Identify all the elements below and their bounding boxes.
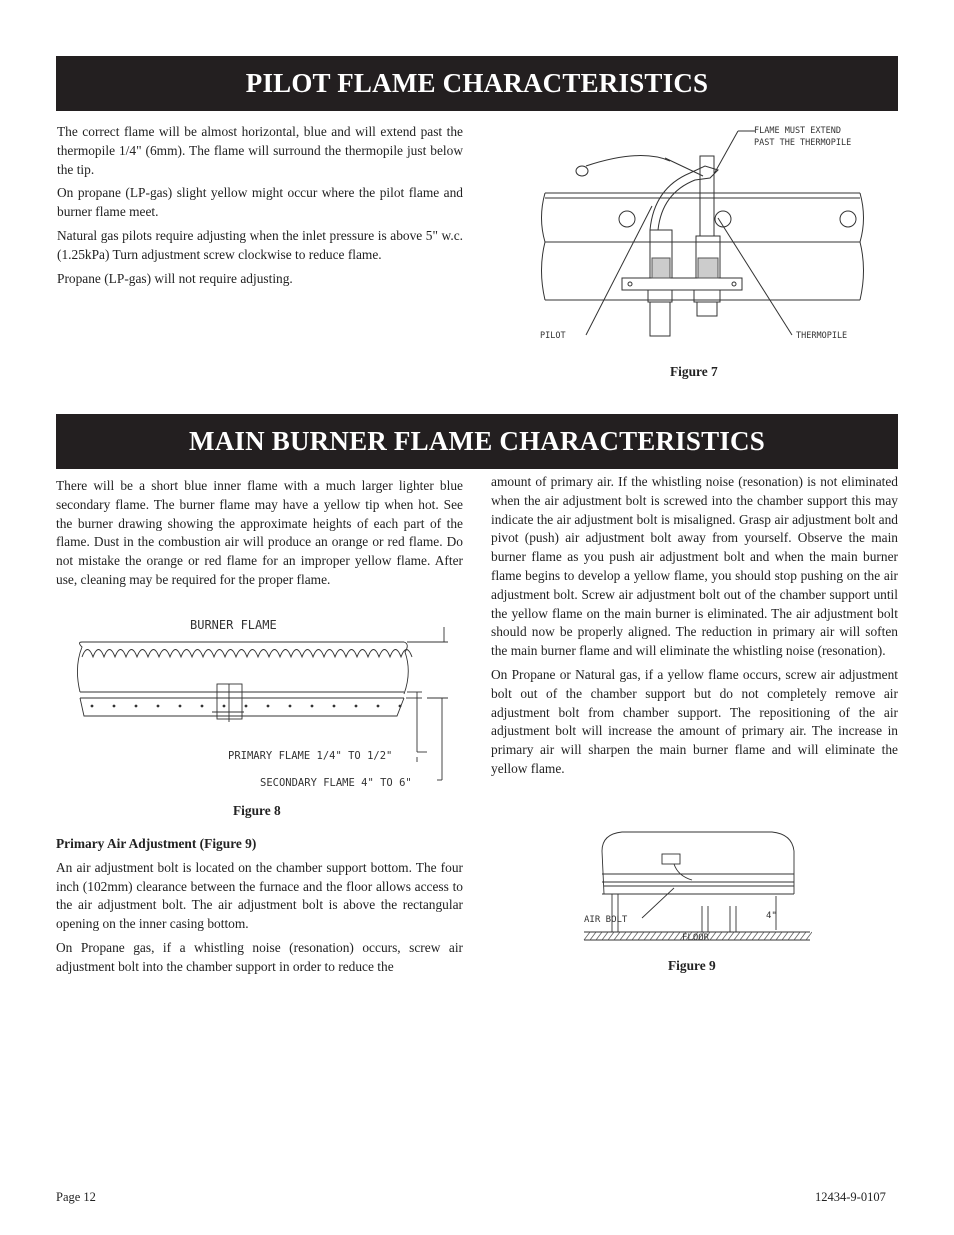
page-number: Page 12: [56, 1190, 96, 1204]
figure-7-caption: Figure 7: [670, 364, 718, 379]
main-burner-section-title: MAIN BURNER FLAME CHARACTERISTICS: [56, 414, 898, 469]
pilot-paragraph-1: The correct flame will be almost horizontal, blue and will extend past the thermopile 1/4" (6mm). The flame will surround the thermopile just below the tip.: [57, 124, 463, 177]
primary-air-adjustment-text: [56, 835, 463, 982]
primary-air-paragraph-2: On Propane gas, if a whistling noise (resonation) occurs, screw air adjustment bolt into the chamber support in order to reduce the: [56, 939, 463, 974]
primary-air-adjustment-heading: Primary Air Adjustment (Figure 9): [56, 836, 257, 851]
figure-8-burner-flame-diagram: [72, 612, 452, 794]
main-burner-intro: [56, 477, 463, 595]
secondary-flame-label: SECONDARY FLAME 4" TO 6": [260, 777, 412, 789]
main-burner-right-column: [491, 473, 898, 784]
document-number: 12434-9-0107: [815, 1190, 886, 1204]
pilot-text: [57, 123, 463, 293]
flame-must-extend-label: FLAME MUST EXTEND: [754, 126, 841, 136]
past-thermopile-label: PAST THE THERMOPILE: [754, 138, 852, 148]
figure-8-caption: Figure 8: [233, 803, 281, 818]
burner-flame-label: BURNER FLAME: [190, 618, 277, 632]
pilot-paragraph-4: Propane (LP-gas) will not require adjusting.: [57, 270, 293, 286]
clearance-label: 4": [766, 911, 777, 921]
pilot-section-title: PILOT FLAME CHARACTERISTICS: [56, 56, 898, 111]
pilot-label: PILOT: [540, 331, 566, 341]
thermopile-label: THERMOPILE: [796, 331, 848, 341]
pilot-paragraph-3: Natural gas pilots require adjusting when the inlet pressure is above 5" w.c. (1.25kPa) Turn adjustment screw clockwise to reduce flame.: [57, 227, 463, 262]
primary-flame-label: PRIMARY FLAME 1/4" TO 1/2": [228, 750, 393, 762]
figure-7-pilot-diagram: [530, 118, 875, 350]
right-paragraph-2: On Propane or Natural gas, if a yellow flame occurs, screw air adjustment bolt out of the chamber support but do not completely remove air adjustment bolt from chamber support. The repositioning of the air adjustment bolt will increase the amount of primary air. The increase in primary air will sharpen the main burner flame and will eliminate the yellow flame.: [491, 666, 898, 776]
right-paragraph-1: amount of primary air. If the whistling noise (resonation) is not eliminated when the air adjustment bolt is screwed into the chamber support this may indicate the air adjustment bolt is misaligned. Grasp air adjustment bolt and pivot (push) air adjustment bolt away from yourself. Observe the main burner flame as you push air adjustment bolt and when the main burner flame begins to develop a yellow flame, you should stop pushing on the air adjustment bolt. Screw air adjustment bolt out of the chamber support until the yellow flame on the main burner is eliminated. The air adjustment bolt should now be properly aligned. The reduction in primary air will soften the main burner flame and will eliminate the whistling noise (resonation).: [491, 474, 898, 659]
primary-air-paragraph-1: An air adjustment bolt is located on the chamber support bottom. The four inch (102mm) clearance between the furnace and the floor allows access to the air adjustment bolt. The air adjustment bolt is above the rectangular opening on the inner casing bottom.: [56, 859, 463, 932]
figure-9-caption: Figure 9: [668, 958, 716, 973]
pilot-paragraph-2: On propane (LP-gas) slight yellow might occur where the pilot flame and burner flame meet.: [57, 185, 463, 220]
air-bolt-label: AIR BOLT: [584, 915, 628, 925]
figure-9-air-bolt-diagram: [582, 826, 812, 946]
main-burner-paragraph-1: There will be a short blue inner flame with a much larger lighter blue secondary flame. The burner flame may have a yellow tip when hot. See the burner drawing showing the approximate heights of each part of the flame. Dust in the combustion air will produce an orange or red flame. Do not mistake the orange or red flame for an improper yellow flame. After use, cleaning may be required for the proper flame.: [56, 478, 463, 587]
burner-ports: [91, 705, 402, 708]
floor-label: FLOOR: [682, 933, 710, 943]
